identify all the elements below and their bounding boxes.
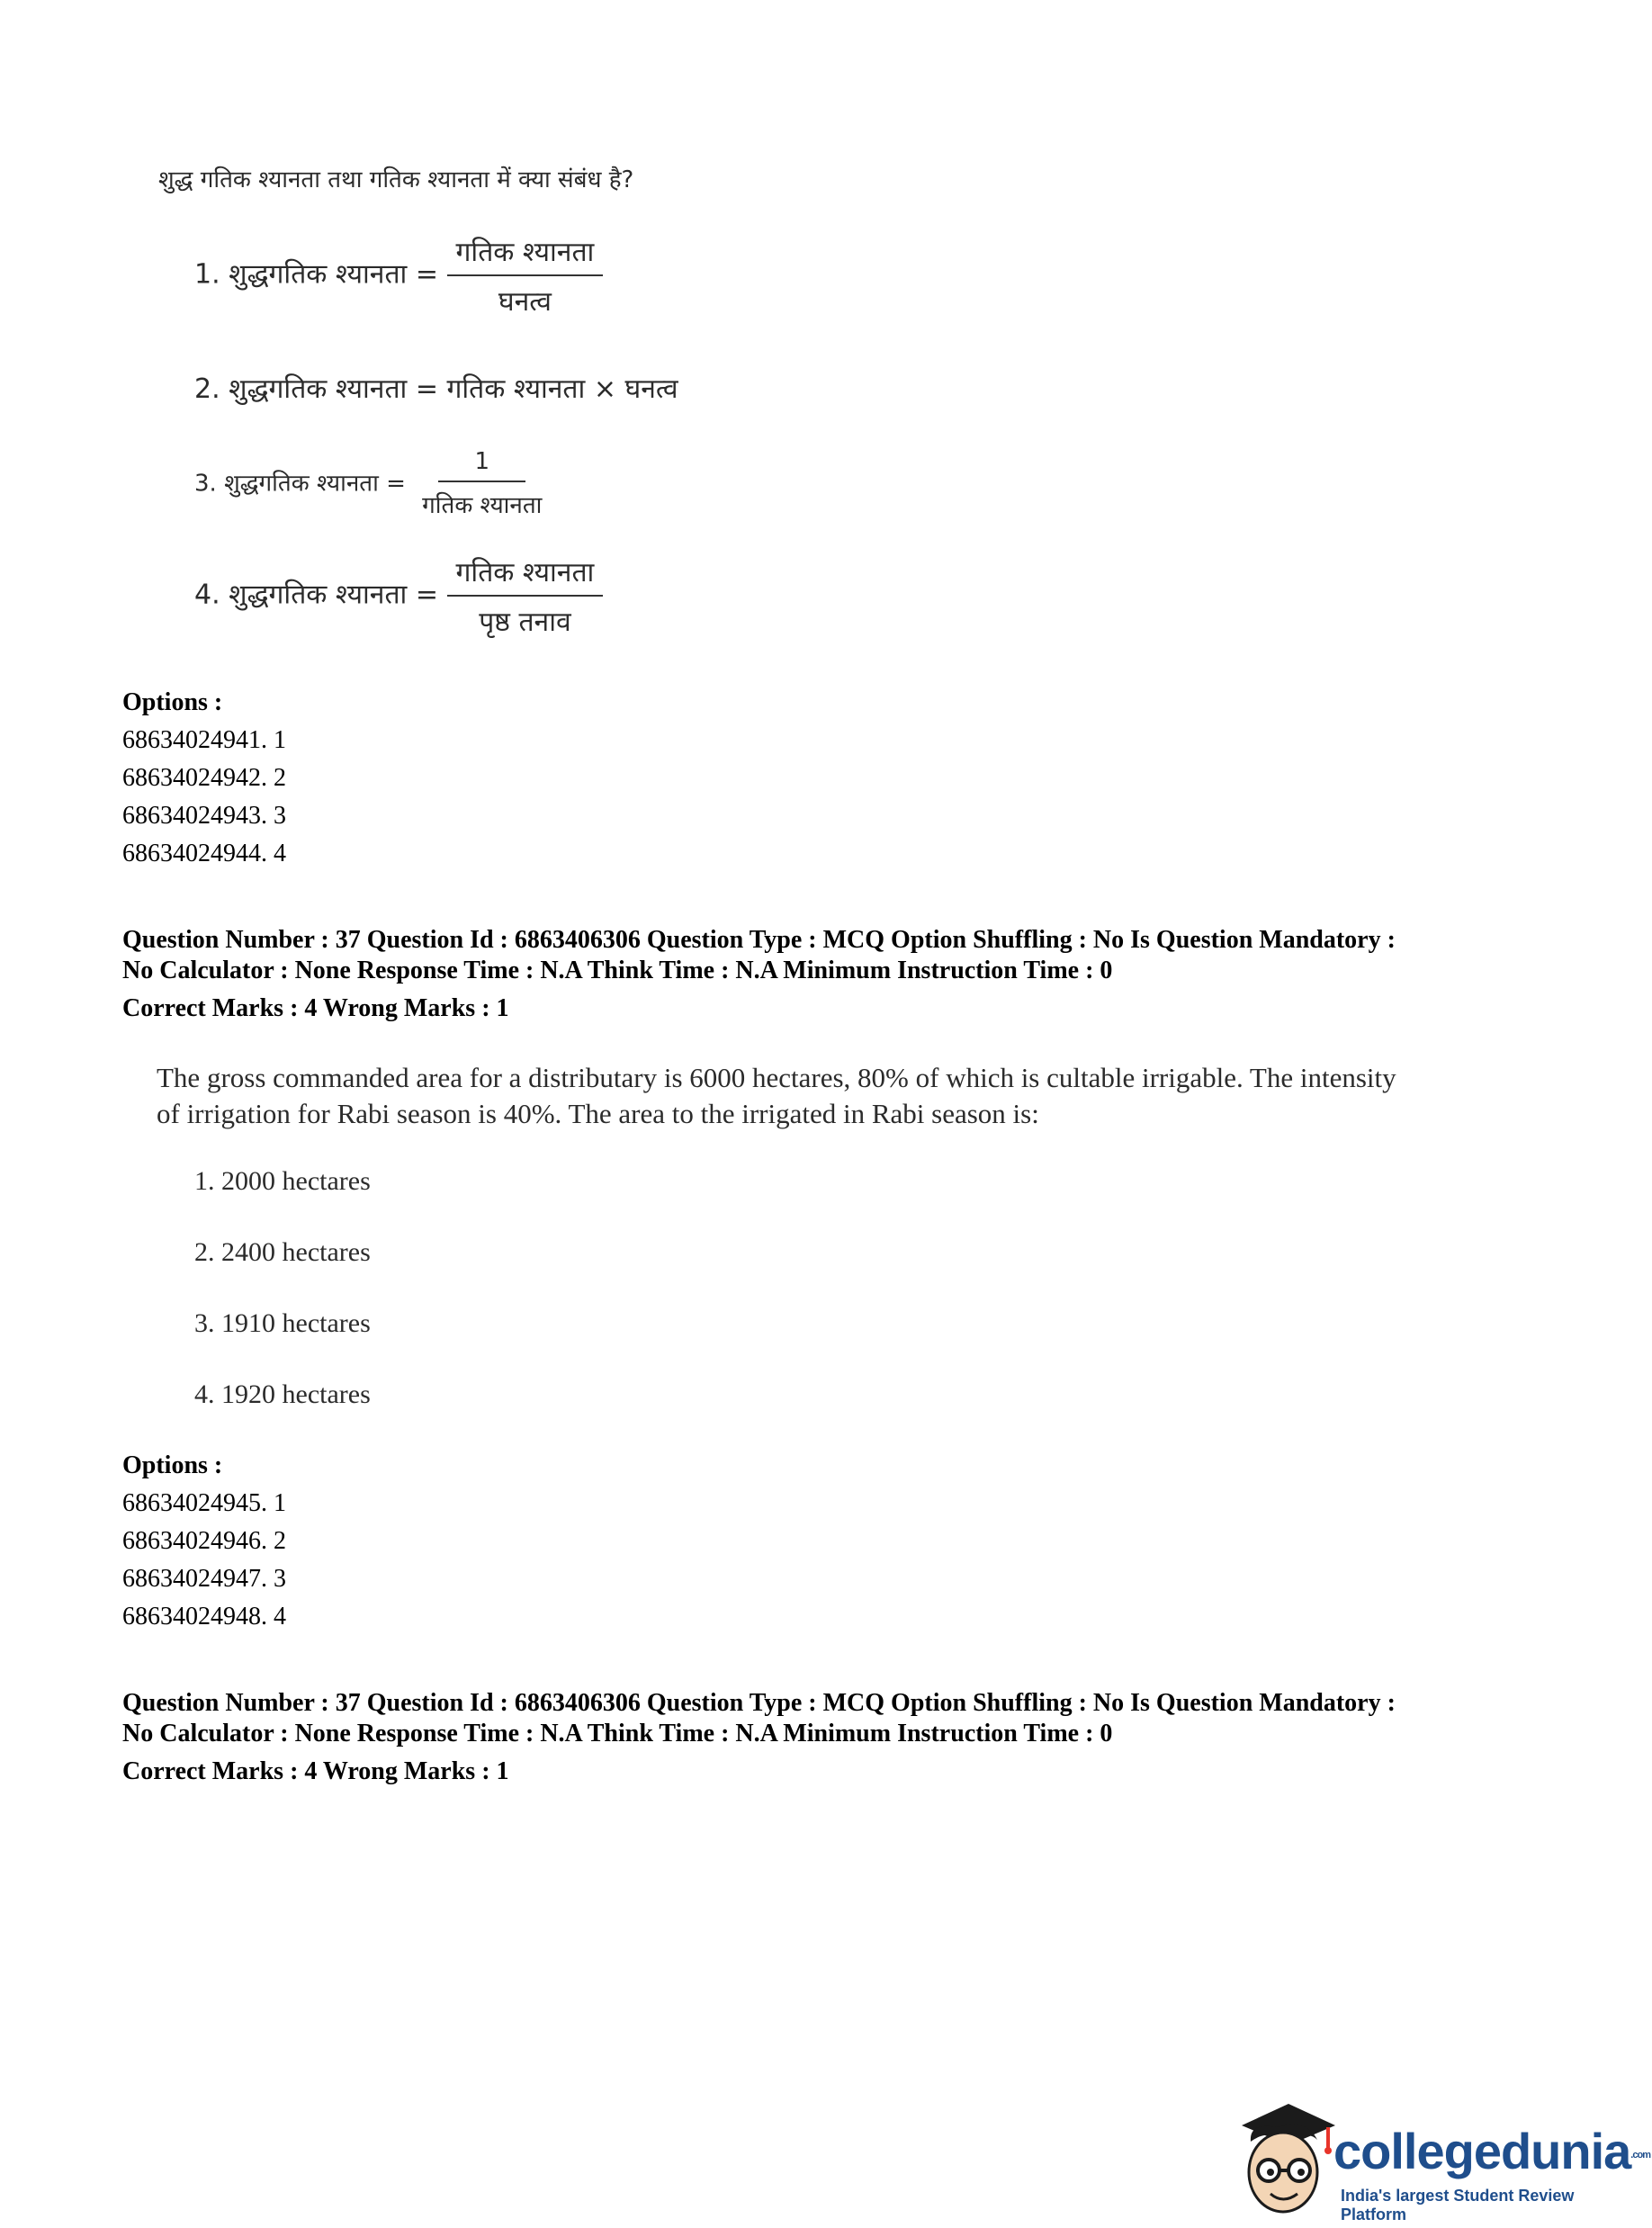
numerator: गतिक श्यानता — [447, 553, 604, 597]
q36-options — [122, 684, 286, 873]
q37-choices — [194, 1166, 371, 1410]
brand-name-text: collegedunia — [1333, 2123, 1631, 2179]
meta-line: Question Number : 37 Question Id : 6863406306 Question Type : MCQ Option Shuffling : No Is Question Mandatory : — [122, 926, 1396, 954]
q36-choice-2 — [194, 369, 678, 406]
option-item: 68634024945. 1 — [122, 1489, 286, 1517]
brand-name — [1333, 2122, 1650, 2180]
q37-options — [122, 1447, 286, 1636]
denominator: घनत्व — [498, 286, 552, 318]
q36-choice-3 — [194, 448, 551, 520]
choice-number: 3. — [194, 470, 217, 498]
choice-lhs: शुद्धगतिक श्यानता = — [229, 258, 438, 291]
marks-line: Correct Marks : 4 Wrong Marks : 1 — [122, 1757, 509, 1785]
stem-line: of irrigation for Rabi season is 40%. The area to the irrigated in Rabi season is: — [157, 1098, 1039, 1129]
choice-lhs: शुद्धगतिक श्यानता = — [224, 470, 406, 498]
choice-number: 4. — [194, 579, 220, 611]
mascot-icon — [1224, 2097, 1341, 2223]
option-item: 68634024944. 4 — [122, 840, 286, 867]
q36-choice-4 — [194, 553, 603, 639]
option-item: 68634024947. 3 — [122, 1565, 286, 1593]
choice-item: 4. 1920 hectares — [194, 1379, 371, 1409]
q37b-meta — [122, 1688, 1396, 1787]
option-item: 68634024941. 1 — [122, 726, 286, 754]
q36-choice-1 — [194, 232, 603, 319]
q37-meta — [122, 925, 1396, 1024]
options-label: Options : — [122, 688, 223, 716]
brand-suffix: .com — [1630, 2150, 1650, 2161]
option-item: 68634024948. 4 — [122, 1603, 286, 1631]
collegedunia-logo[interactable] — [1224, 2097, 1650, 2224]
q36-stem: शुद्ध गतिक श्यानता तथा गतिक श्यानता में क्या संबंध है? — [158, 166, 634, 193]
choice-item: 1. 2000 hectares — [194, 1166, 371, 1196]
q37-stem — [157, 1060, 1396, 1132]
numerator: 1 — [438, 448, 525, 482]
meta-line: No Calculator : None Response Time : N.A Think Time : N.A Minimum Instruction Time : 0 — [122, 957, 1113, 984]
brand-tagline: India's largest Student Review Platform — [1341, 2187, 1575, 2224]
choice-item: 3. 1910 hectares — [194, 1308, 371, 1338]
choice-number: 2. — [194, 373, 220, 405]
meta-line: Question Number : 37 Question Id : 6863406306 Question Type : MCQ Option Shuffling : No Is Question Mandatory : — [122, 1689, 1396, 1717]
option-item: 68634024946. 2 — [122, 1527, 286, 1555]
choice-text: शुद्धगतिक श्यानता = गतिक श्यानता × घनत्व — [229, 373, 678, 405]
denominator: पृष्ठ तनाव — [479, 606, 571, 638]
options-label: Options : — [122, 1451, 223, 1479]
choice-number: 1. — [194, 258, 220, 291]
fraction — [447, 553, 604, 639]
fraction — [413, 448, 551, 520]
option-item: 68634024942. 2 — [122, 764, 286, 792]
choice-lhs: शुद्धगतिक श्यानता = — [229, 579, 438, 611]
stem-line: The gross commanded area for a distributary is 6000 hectares, 80% of which is cultable irrigable. The intensity — [157, 1062, 1396, 1093]
denominator: गतिक श्यानता — [422, 492, 543, 519]
option-item: 68634024943. 3 — [122, 802, 286, 830]
meta-line: No Calculator : None Response Time : N.A Think Time : N.A Minimum Instruction Time : 0 — [122, 1720, 1113, 1747]
fraction — [447, 232, 604, 319]
numerator: गतिक श्यानता — [447, 232, 604, 276]
marks-line: Correct Marks : 4 Wrong Marks : 1 — [122, 994, 509, 1022]
choice-item: 2. 2400 hectares — [194, 1237, 371, 1267]
